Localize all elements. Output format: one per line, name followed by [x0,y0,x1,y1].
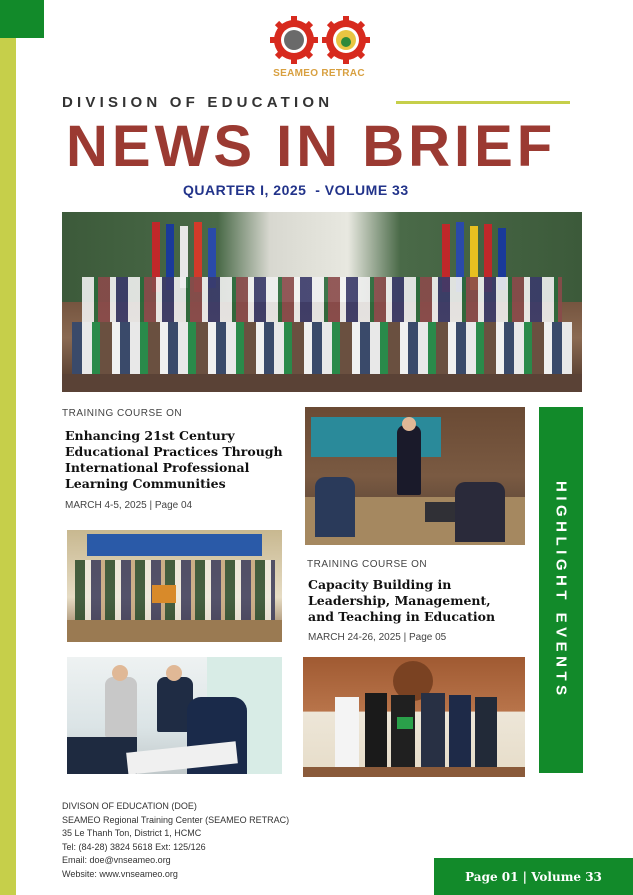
division-underline [396,101,570,104]
corner-accent-square [0,0,44,38]
course-1-title [65,428,285,492]
retrac-gear-logo-icon [322,16,370,64]
course-2-title [308,577,533,625]
seameo-gear-logo-icon [270,16,318,64]
course-1-date: MARCH 4-5, 2025 | Page 04 [65,500,193,511]
issue-separator: - [315,182,321,198]
footer-address [62,800,289,881]
course-1-kicker: TRAINING COURSE ON [62,408,183,419]
highlight-events-label: HIGHLIGHT EVENTS [552,480,570,700]
page-title: NEWS IN BRIEF [66,114,557,179]
volume-label: VOLUME 33 [324,182,409,198]
quarter-label: QUARTER I, 2025 [183,182,307,198]
course-2-date: MARCH 24-26, 2025 | Page 05 [308,632,447,643]
course-1-title-line: International Professional [65,460,250,475]
division-title: DIVISION OF EDUCATION [62,94,334,111]
logo-label: SEAMEO RETRAC [273,68,365,79]
footer-line: 35 Le Thanh Ton, District 1, HCMC [62,828,202,838]
hero-group-photo [62,212,582,392]
course-1-title-line: Educational Practices Through [65,444,283,459]
course-2-kicker: TRAINING COURSE ON [307,559,428,570]
group-work-photo [67,657,282,774]
course-2-title-line: and Teaching in Education [308,609,496,624]
training-presenter-photo [305,407,525,545]
page-number-badge: Page 01 | Volume 33 [434,858,633,895]
footer-line: Tel: (84-28) 3824 5618 Ext: 125/126 [62,841,206,852]
footer-line[interactable]: Website: www.vnseameo.org [62,868,178,879]
highlight-events-banner [539,407,583,773]
course-1-title-line: Enhancing 21st Century [65,428,235,443]
course-2-title-line: Leadership, Management, [308,593,491,608]
certificate-ceremony-photo [67,530,282,642]
delegation-group-photo [303,657,525,777]
footer-line: SEAMEO Regional Training Center (SEAMEO RETRAC) [62,814,290,825]
course-2-title-line: Capacity Building in [308,577,452,592]
footer-line[interactable]: Email: doe@vnseameo.org [62,855,171,865]
footer-line: DIVISON OF EDUCATION (DOE) [62,801,197,811]
seameo-logo [266,16,372,86]
issue-line [183,182,409,198]
course-1-title-line: Learning Communities [65,476,226,491]
sidebar-accent-bar [0,0,16,895]
